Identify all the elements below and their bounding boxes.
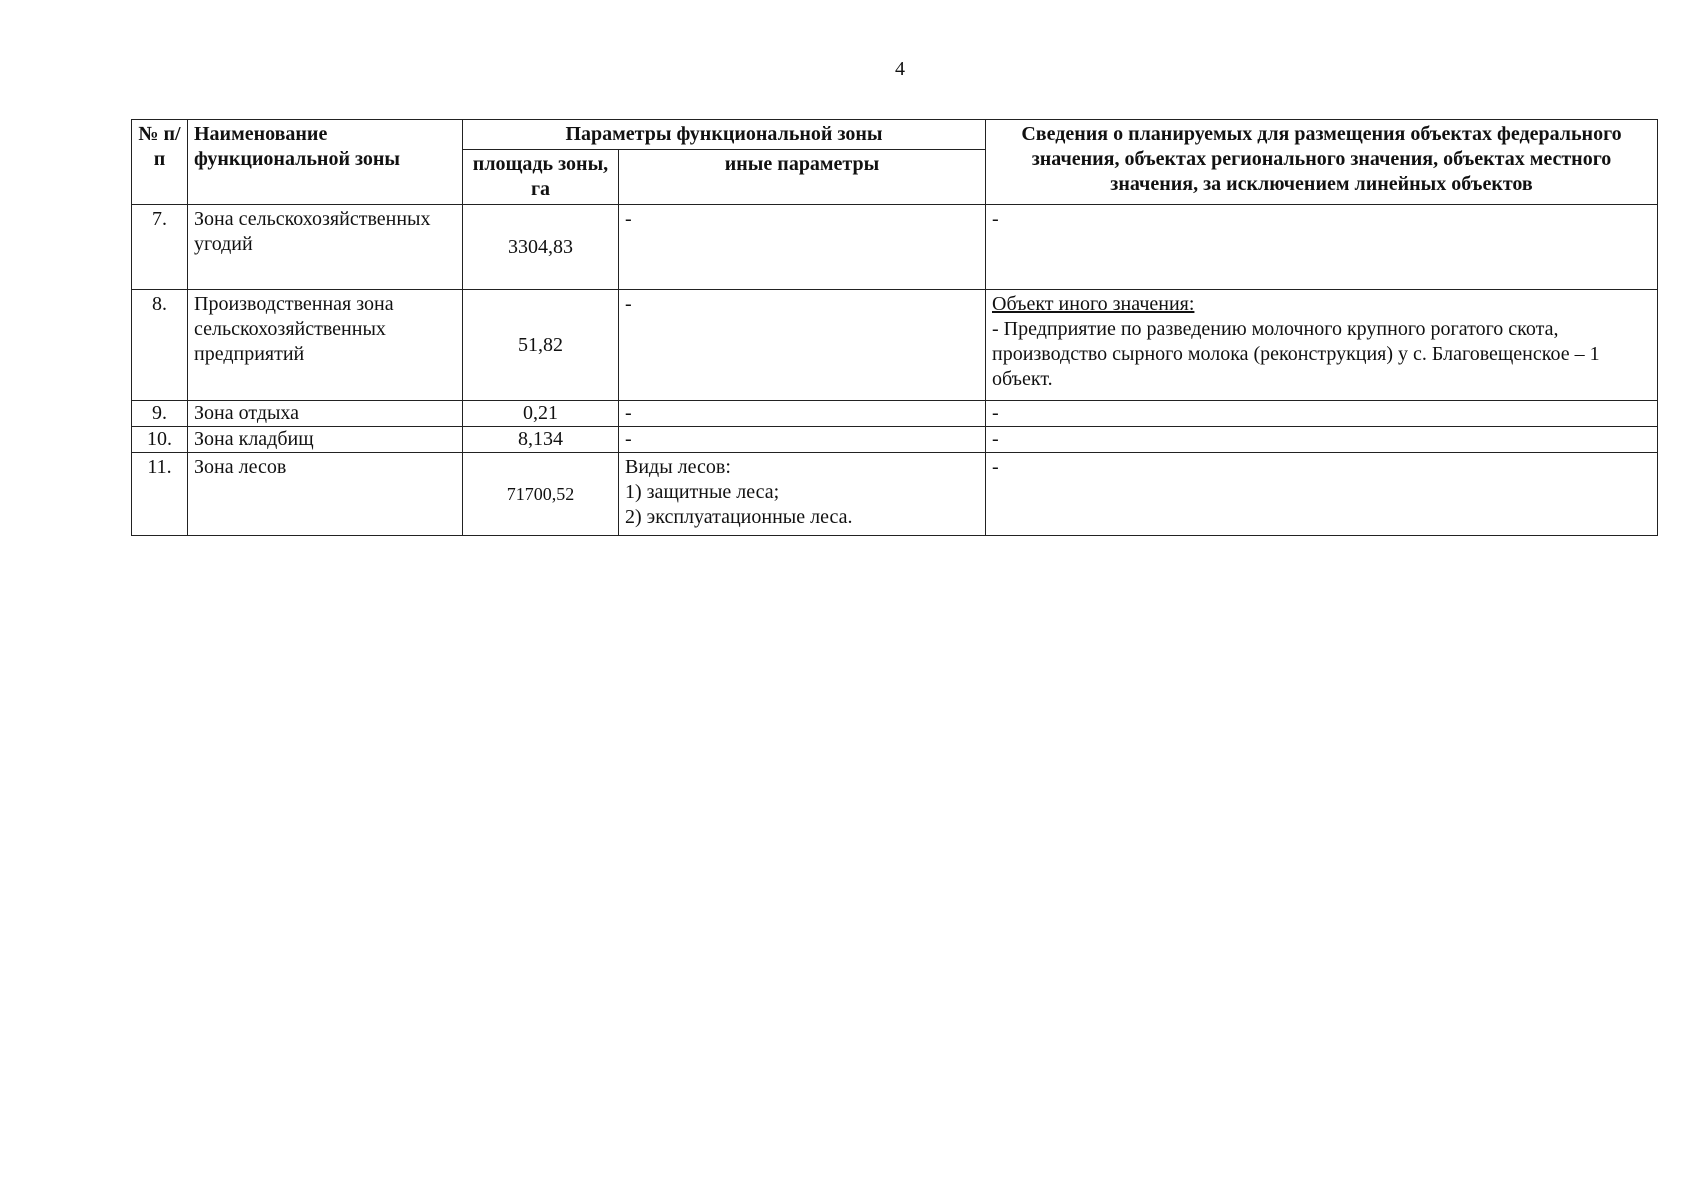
zone-name: Зона сельскохозяйственных угодий	[188, 205, 463, 290]
planned-objects	[986, 290, 1658, 401]
planned-objects: -	[986, 401, 1658, 427]
zone-name: Производственная зона сельскохозяйственных предприятий	[188, 290, 463, 401]
other-parameters: -	[619, 290, 986, 401]
planned-objects: -	[986, 205, 1658, 290]
header-other-parameters: иные параметры	[619, 150, 986, 205]
row-number: 11.	[132, 453, 188, 536]
planned-objects: -	[986, 453, 1658, 536]
planned-objects-title: Объект иного значения:	[992, 293, 1195, 315]
header-planned-objects: Сведения о планируемых для размещения объектах федерального значения, объектах регионального значения, объектах местного значения, за исключением линейных объектов	[986, 120, 1658, 205]
zone-area: 8,134	[463, 427, 619, 453]
zone-area: 3304,83	[463, 205, 619, 290]
table-row	[132, 427, 1658, 453]
other-parameters: -	[619, 401, 986, 427]
table-header-row	[132, 120, 1658, 150]
table-row	[132, 290, 1658, 401]
table-row	[132, 401, 1658, 427]
zone-name: Зона отдыха	[188, 401, 463, 427]
row-number: 8.	[132, 290, 188, 401]
other-parameters	[619, 453, 986, 536]
zone-area: 0,21	[463, 401, 619, 427]
header-zone-parameters: Параметры функциональной зоны	[463, 120, 986, 150]
forest-type-item: 2) эксплуатационные леса.	[625, 506, 853, 528]
forest-types-title: Виды лесов:	[625, 456, 731, 478]
header-zone-name: Наименование функциональной зоны	[188, 120, 463, 205]
row-number: 10.	[132, 427, 188, 453]
table-row	[132, 453, 1658, 536]
planned-objects-text: - Предприятие по разведению молочного крупного рогатого скота, производство сырного молока (реконструкция) у с. Благовещенское – 1 объект.	[992, 318, 1600, 390]
forest-type-item: 1) защитные леса;	[625, 481, 780, 503]
zone-area: 71700,52	[463, 453, 619, 536]
row-number: 9.	[132, 401, 188, 427]
page-number: 4	[895, 58, 905, 80]
other-parameters: -	[619, 205, 986, 290]
header-area: площадь зоны, га	[463, 150, 619, 205]
functional-zones-table	[131, 119, 1658, 536]
table-row	[132, 205, 1658, 290]
row-number: 7.	[132, 205, 188, 290]
zone-name: Зона кладбищ	[188, 427, 463, 453]
header-number: № п/п	[132, 120, 188, 205]
zone-name: Зона лесов	[188, 453, 463, 536]
other-parameters: -	[619, 427, 986, 453]
planned-objects: -	[986, 427, 1658, 453]
zone-area: 51,82	[463, 290, 619, 401]
